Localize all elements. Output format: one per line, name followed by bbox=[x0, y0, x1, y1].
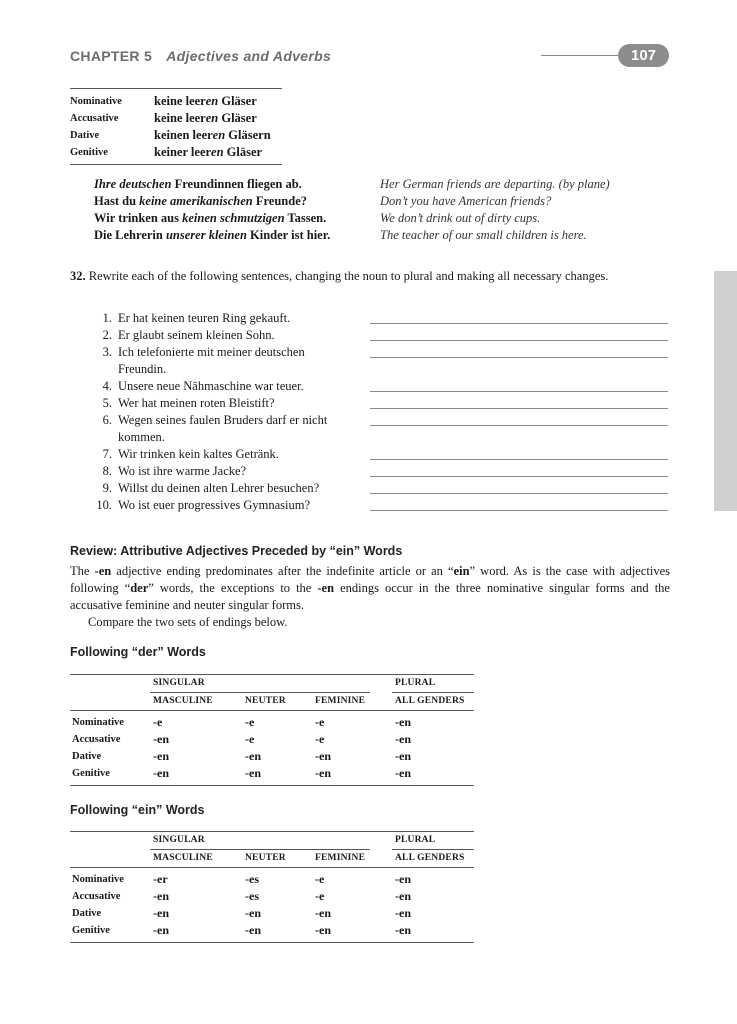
list-item: 6. Wegen seines faulen Bruders darf er nicht kommen. bbox=[84, 412, 674, 446]
example-row bbox=[94, 210, 684, 227]
list-item: 4. Unsere neue Nähmaschine war teuer. bbox=[84, 378, 674, 395]
german-sentence: Ihre deutschen Freundinnen fliegen ab. bbox=[94, 177, 302, 191]
answer-line[interactable] bbox=[370, 510, 668, 511]
section-title: Review: Attributive Adjectives Preceded by “ein” Words bbox=[70, 544, 403, 558]
english-translation: The teacher of our small children is here. bbox=[380, 228, 587, 242]
exercise-instruction bbox=[70, 268, 670, 285]
table-row: Accusative -en -e -e -en bbox=[72, 732, 411, 746]
exercise-items bbox=[84, 310, 674, 514]
case-label: Nominative bbox=[70, 96, 122, 107]
answer-line[interactable] bbox=[370, 357, 668, 358]
example-row bbox=[94, 193, 684, 210]
example-sentences bbox=[94, 176, 684, 244]
list-item: 10. Wo ist euer progressives Gymnasium? bbox=[84, 497, 674, 514]
table-row bbox=[70, 144, 282, 161]
answer-line[interactable] bbox=[370, 323, 668, 324]
case-label: Genitive bbox=[70, 147, 108, 158]
german-sentence: Die Lehrerin unserer kleinen Kinder ist hier. bbox=[94, 228, 331, 242]
answer-line[interactable] bbox=[370, 408, 668, 409]
table-row: Genitive -en -en -en -en bbox=[72, 766, 411, 780]
english-translation: We don’t drink out of dirty cups. bbox=[380, 211, 541, 225]
table-header-row: MASCULINE NEUTER FEMININE ALL GENDERS bbox=[153, 696, 465, 706]
list-item: 7. Wir trinken kein kaltes Getränk. bbox=[84, 446, 674, 463]
answer-line[interactable] bbox=[370, 391, 668, 392]
list-item: 1. Er hat keinen teuren Ring gekauft. bbox=[84, 310, 674, 327]
english-translation: Her German friends are departing. (by plane) bbox=[380, 177, 610, 191]
german-sentence: Wir trinken aus keinen schmutzigen Tassen. bbox=[94, 211, 327, 225]
example-row bbox=[94, 227, 684, 244]
declension-form: keine leeren Gläser bbox=[154, 111, 257, 125]
endings-table-der bbox=[70, 674, 474, 786]
list-item: 5. Wer hat meinen roten Bleistift? bbox=[84, 395, 674, 412]
review-paragraph bbox=[70, 563, 670, 631]
table-bottom-rule bbox=[70, 164, 282, 165]
table-row bbox=[70, 93, 282, 110]
case-label: Dative bbox=[70, 130, 100, 141]
table-row: Genitive -en -en -en -en bbox=[72, 923, 411, 937]
exercise-number: 32. bbox=[70, 269, 86, 283]
page-number-badge: 107 bbox=[618, 44, 669, 67]
paragraph-text: Compare the two sets of endings below. bbox=[88, 615, 288, 629]
side-thumb-tab bbox=[714, 271, 737, 511]
case-label: Accusative bbox=[70, 113, 119, 124]
paragraph-text: The -en adjective ending predominates after the indefinite article or an “ein” word. As is the case with adjectives following “der” words, the exceptions to the -en endings occur in the three nominative singular forms and the accusative feminine and neuter singular forms. bbox=[70, 564, 671, 612]
table-row: Nominative -e -e -e -en bbox=[72, 715, 411, 729]
table-header-row: MASCULINE NEUTER FEMININE ALL GENDERS bbox=[153, 853, 465, 863]
table-heading: Following “ein” Words bbox=[70, 803, 205, 817]
table-row: Nominative -er -es -e -en bbox=[72, 872, 411, 886]
chapter-label: CHAPTER 5 bbox=[70, 48, 153, 64]
table-row bbox=[70, 127, 282, 144]
example-row bbox=[94, 176, 684, 193]
chapter-title: Adjectives and Adverbs bbox=[166, 48, 332, 64]
chapter-header bbox=[70, 48, 331, 64]
list-item: 3. Ich telefonierte mit meiner deutschen Freundin. bbox=[84, 344, 674, 378]
table-row bbox=[70, 110, 282, 127]
answer-line[interactable] bbox=[370, 476, 668, 477]
header-divider bbox=[541, 55, 621, 56]
table-header-row: SINGULAR PLURAL bbox=[153, 678, 436, 688]
declension-form: keiner leeren Gläser bbox=[154, 145, 263, 159]
exercise-text: Rewrite each of the following sentences, changing the noun to plural and making all necessary changes. bbox=[88, 269, 609, 283]
answer-line[interactable] bbox=[370, 493, 668, 494]
list-item: 9. Willst du deinen alten Lehrer besuchen? bbox=[84, 480, 674, 497]
answer-line[interactable] bbox=[370, 340, 668, 341]
answer-line[interactable] bbox=[370, 459, 668, 460]
endings-table-ein bbox=[70, 831, 474, 943]
list-item: 2. Er glaubt seinem kleinen Sohn. bbox=[84, 327, 674, 344]
table-row: Accusative -en -es -e -en bbox=[72, 889, 411, 903]
answer-line[interactable] bbox=[370, 425, 668, 426]
declension-form: keine leeren Gläser bbox=[154, 94, 257, 108]
table-header-row: SINGULAR PLURAL bbox=[153, 835, 436, 845]
declension-table bbox=[70, 88, 282, 165]
table-heading: Following “der” Words bbox=[70, 645, 206, 659]
english-translation: Don’t you have American friends? bbox=[380, 194, 552, 208]
list-item: 8. Wo ist ihre warme Jacke? bbox=[84, 463, 674, 480]
table-row: Dative -en -en -en -en bbox=[72, 749, 411, 763]
german-sentence: Hast du keine amerikanischen Freunde? bbox=[94, 194, 307, 208]
declension-form: keinen leeren Gläsern bbox=[154, 128, 271, 142]
table-row: Dative -en -en -en -en bbox=[72, 906, 411, 920]
